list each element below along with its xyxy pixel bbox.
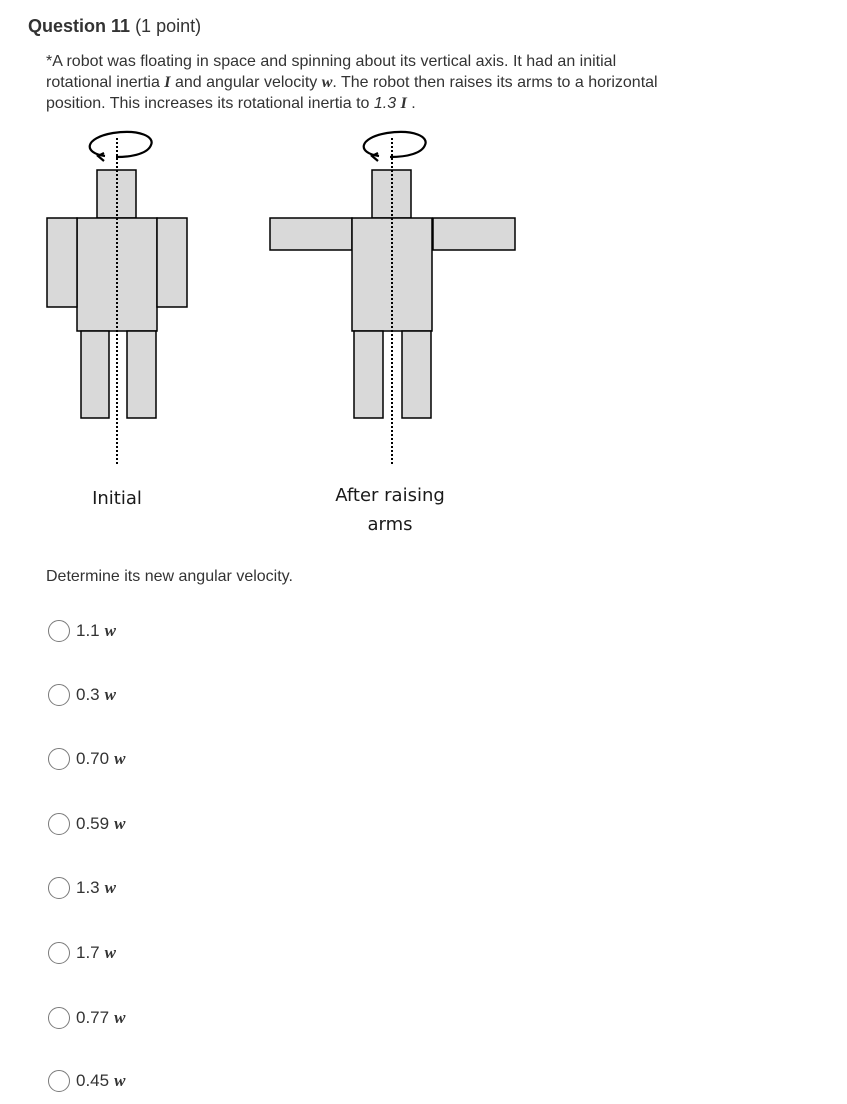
option-unit: w — [114, 1071, 126, 1090]
option-unit: w — [114, 749, 126, 768]
option-unit: w — [114, 814, 126, 833]
option-unit: w — [104, 685, 116, 704]
caption-after-line-1: After raising — [335, 485, 445, 506]
inertia-symbol: I — [400, 95, 407, 112]
instruction-text: Determine its new angular velocity. — [46, 568, 293, 585]
inertia-coefficient: 1.3 — [373, 95, 401, 112]
question-prompt — [46, 51, 806, 114]
option-unit: w — [114, 1008, 126, 1027]
option-value: 1.3 — [76, 878, 100, 897]
prompt-text: . — [406, 95, 416, 112]
robot-initial — [47, 132, 187, 465]
question-header — [28, 14, 201, 38]
prompt-line-2 — [46, 72, 806, 93]
radio-button[interactable] — [48, 813, 70, 835]
caption-after-line-2: arms — [367, 514, 413, 535]
answer-option[interactable] — [48, 874, 116, 902]
prompt-text: position. This increases its rotational inertia to — [46, 95, 374, 112]
radio-button[interactable] — [48, 877, 70, 899]
robot-left-leg — [354, 331, 383, 418]
radio-button[interactable] — [48, 620, 70, 642]
robot-after — [270, 132, 515, 465]
answer-option[interactable] — [48, 810, 125, 838]
question-points: (1 point) — [135, 16, 202, 36]
prompt-line-1: *A robot was floating in space and spinning about its vertical axis. It had an initial — [46, 53, 617, 70]
inertia-symbol: I — [164, 74, 171, 91]
caption-after-raising-arms — [320, 481, 460, 539]
answer-option[interactable] — [48, 939, 116, 967]
option-unit: w — [104, 878, 116, 897]
question-title: Question 11 — [28, 16, 131, 36]
answer-option[interactable] — [48, 1004, 125, 1032]
robot-right-leg — [127, 331, 156, 418]
robot-right-leg — [402, 331, 431, 418]
prompt-text: rotational inertia — [46, 74, 165, 91]
answer-option[interactable] — [48, 617, 116, 645]
robot-figure — [38, 120, 528, 545]
robot-left-arm — [270, 218, 352, 250]
option-value: 0.70 — [76, 749, 110, 768]
option-unit: w — [104, 621, 116, 640]
robot-right-arm — [157, 218, 187, 307]
prompt-line-3 — [46, 93, 806, 114]
radio-button[interactable] — [48, 748, 70, 770]
answer-option[interactable] — [48, 745, 125, 773]
option-value: 0.59 — [76, 814, 110, 833]
angular-velocity-symbol: w — [321, 74, 333, 91]
radio-button[interactable] — [48, 1070, 70, 1092]
radio-button[interactable] — [48, 942, 70, 964]
answer-option[interactable] — [48, 1067, 125, 1095]
prompt-text: and angular velocity — [170, 74, 322, 91]
radio-button[interactable] — [48, 684, 70, 706]
option-value: 0.77 — [76, 1008, 110, 1027]
option-value: 0.3 — [76, 685, 100, 704]
option-value: 1.1 — [76, 621, 100, 640]
robot-left-arm — [47, 218, 77, 307]
caption-initial: Initial — [92, 488, 142, 509]
robot-right-arm — [433, 218, 515, 250]
radio-button[interactable] — [48, 1007, 70, 1029]
robot-left-leg — [81, 331, 109, 418]
option-value: 1.7 — [76, 943, 100, 962]
prompt-text: . The robot then raises its arms to a horizontal — [332, 74, 658, 91]
rotation-arrow-icon — [364, 132, 426, 161]
option-value: 0.45 — [76, 1071, 110, 1090]
answer-option[interactable] — [48, 681, 116, 709]
option-unit: w — [104, 943, 116, 962]
rotation-arrow-icon — [90, 132, 152, 161]
